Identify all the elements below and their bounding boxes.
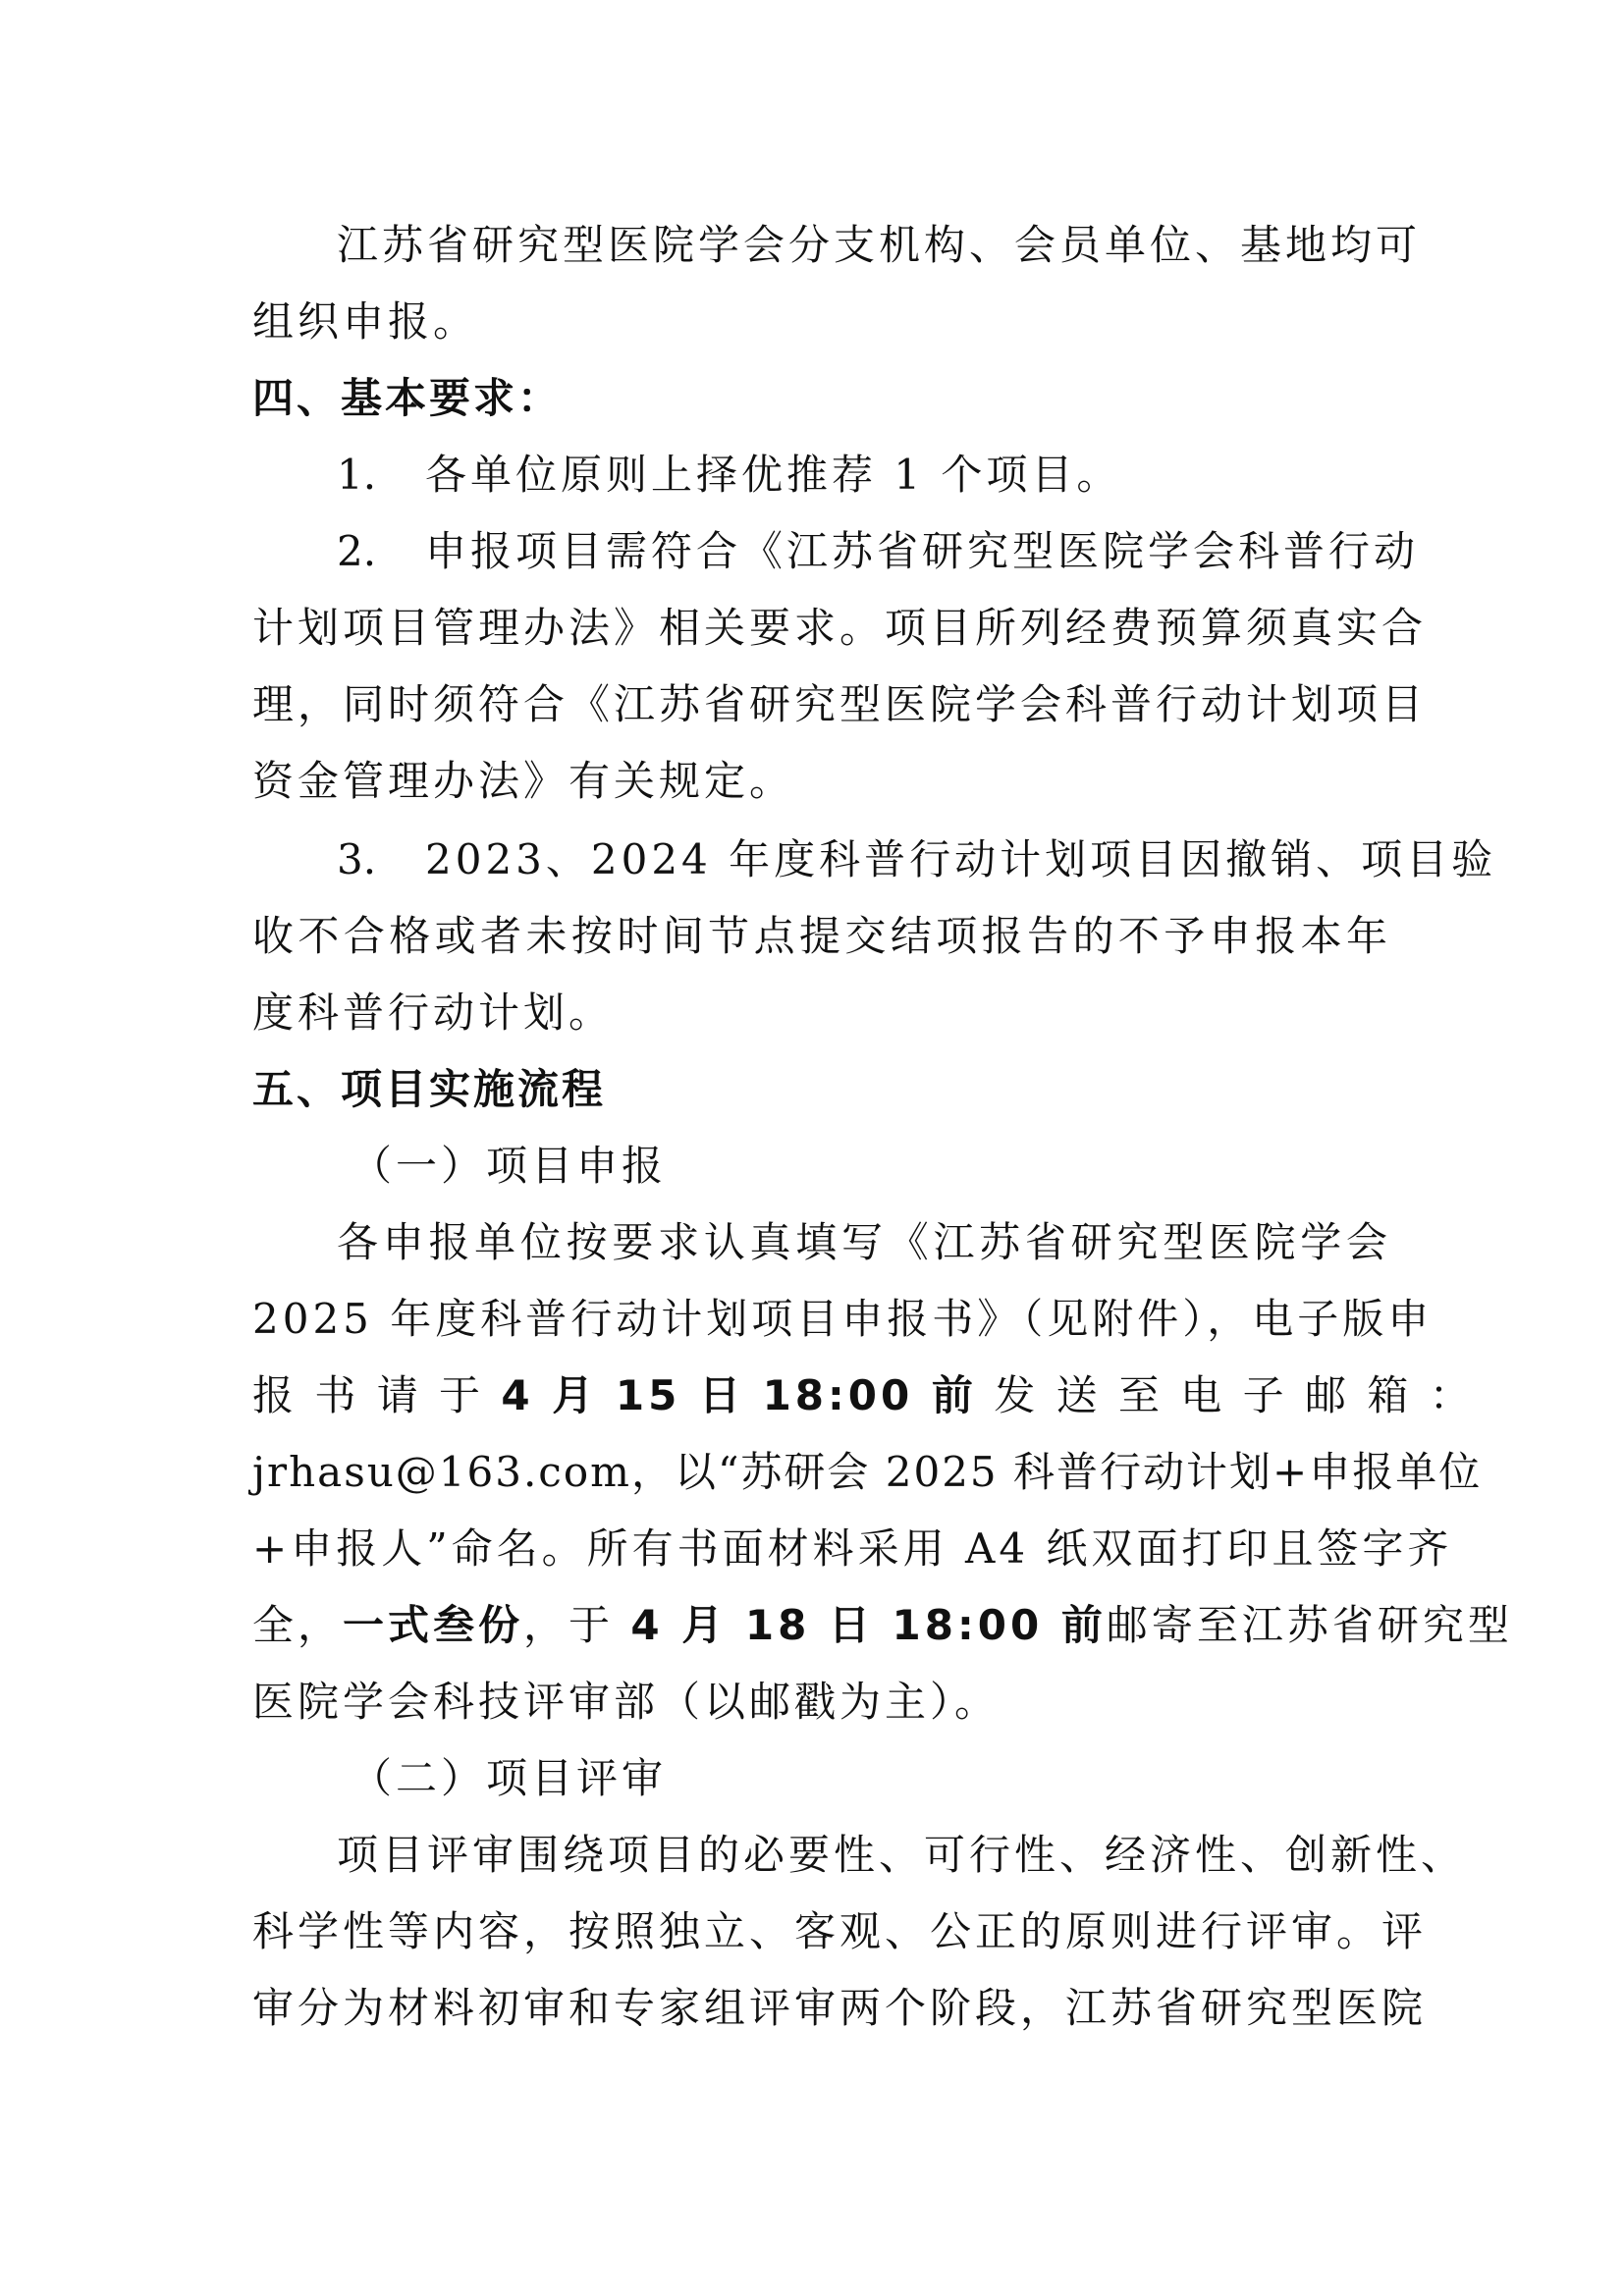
apply-line-3 — [252, 1370, 1475, 1421]
item-2-line-3: 理，同时须符合《江苏省研究型医院学会科普行动计划项目 — [252, 680, 1428, 728]
apply-line-6-text-a: 全， — [252, 1601, 344, 1649]
subsection-1-heading: （一）项目申报 — [351, 1142, 668, 1190]
item-2-line-1: 申报项目需符合《江苏省研究型医院学会科普行动 — [425, 527, 1420, 575]
apply-line-6-text-c: 邮寄至江苏省研究型 — [1106, 1601, 1513, 1649]
intro-line-2: 组织申报。 — [252, 297, 479, 346]
apply-line-2: 2025 年度科普行动计划项目申报书》（见附件），电子版申 — [252, 1295, 1434, 1343]
item-3-number: 3. — [337, 835, 377, 883]
item-2-line-2: 计划项目管理办法》相关要求。项目所列经费预算须真实合 — [252, 604, 1428, 652]
apply-line-5: +申报人”命名。所有书面材料采用 A4 纸双面打印且签字齐 — [252, 1524, 1453, 1573]
item-1-text: 各单位原则上择优推荐 1 个项目。 — [425, 451, 1122, 499]
apply-line-1: 各申报单位按要求认真填写《江苏省研究型医院学会 — [337, 1218, 1391, 1266]
copies-requirement: 一式叁份 — [343, 1601, 524, 1649]
requirement-item-2 — [337, 526, 1420, 577]
item-3-line-1: 2023、2024 年度科普行动计划项目因撤销、项目验 — [425, 835, 1497, 883]
section-4-heading: 四、基本要求： — [252, 374, 563, 422]
email-deadline: 4 月 15 日 18:00 前 — [501, 1371, 977, 1419]
requirement-item-1 — [337, 450, 1391, 501]
review-line-3: 审分为材料初审和专家组评审两个阶段，江苏省研究型医院 — [252, 1984, 1428, 2032]
apply-line-7: 医院学会科技评审部（以邮戳为主）。 — [252, 1678, 1001, 1726]
item-1-number: 1. — [337, 451, 377, 499]
item-3-line-3: 度科普行动计划。 — [252, 988, 615, 1037]
apply-line-6 — [252, 1600, 1513, 1651]
review-line-2: 科学性等内容，按照独立、客观、公正的原则进行评审。评 — [252, 1907, 1428, 1955]
subsection-2-heading: （二）项目评审 — [351, 1754, 668, 1802]
review-line-1: 项目评审围绕项目的必要性、可行性、经济性、创新性、 — [337, 1831, 1467, 1879]
requirement-item-3 — [337, 834, 1497, 885]
apply-line-4: jrhasu@163.com，以“苏研会 2025 科普行动计划+申报单位 — [252, 1448, 1483, 1496]
section-5-heading: 五、项目实施流程 — [252, 1065, 607, 1113]
mail-deadline: 4 月 18 日 18:00 前 — [630, 1601, 1107, 1649]
apply-line-3-text-b: 发 送 至 电 子 邮 箱 ： — [976, 1371, 1475, 1419]
apply-line-6-text-b: ，于 — [523, 1601, 631, 1649]
apply-line-3-text-a: 报 书 请 于 — [252, 1371, 502, 1419]
intro-line-1: 江苏省研究型医院学会分支机构、会员单位、基地均可 — [337, 221, 1422, 269]
item-2-line-4: 资金管理办法》有关规定。 — [252, 757, 795, 805]
item-3-line-2: 收不合格或者未按时间节点提交结项报告的不予申报本年 — [252, 912, 1391, 960]
item-2-number: 2. — [337, 527, 377, 575]
